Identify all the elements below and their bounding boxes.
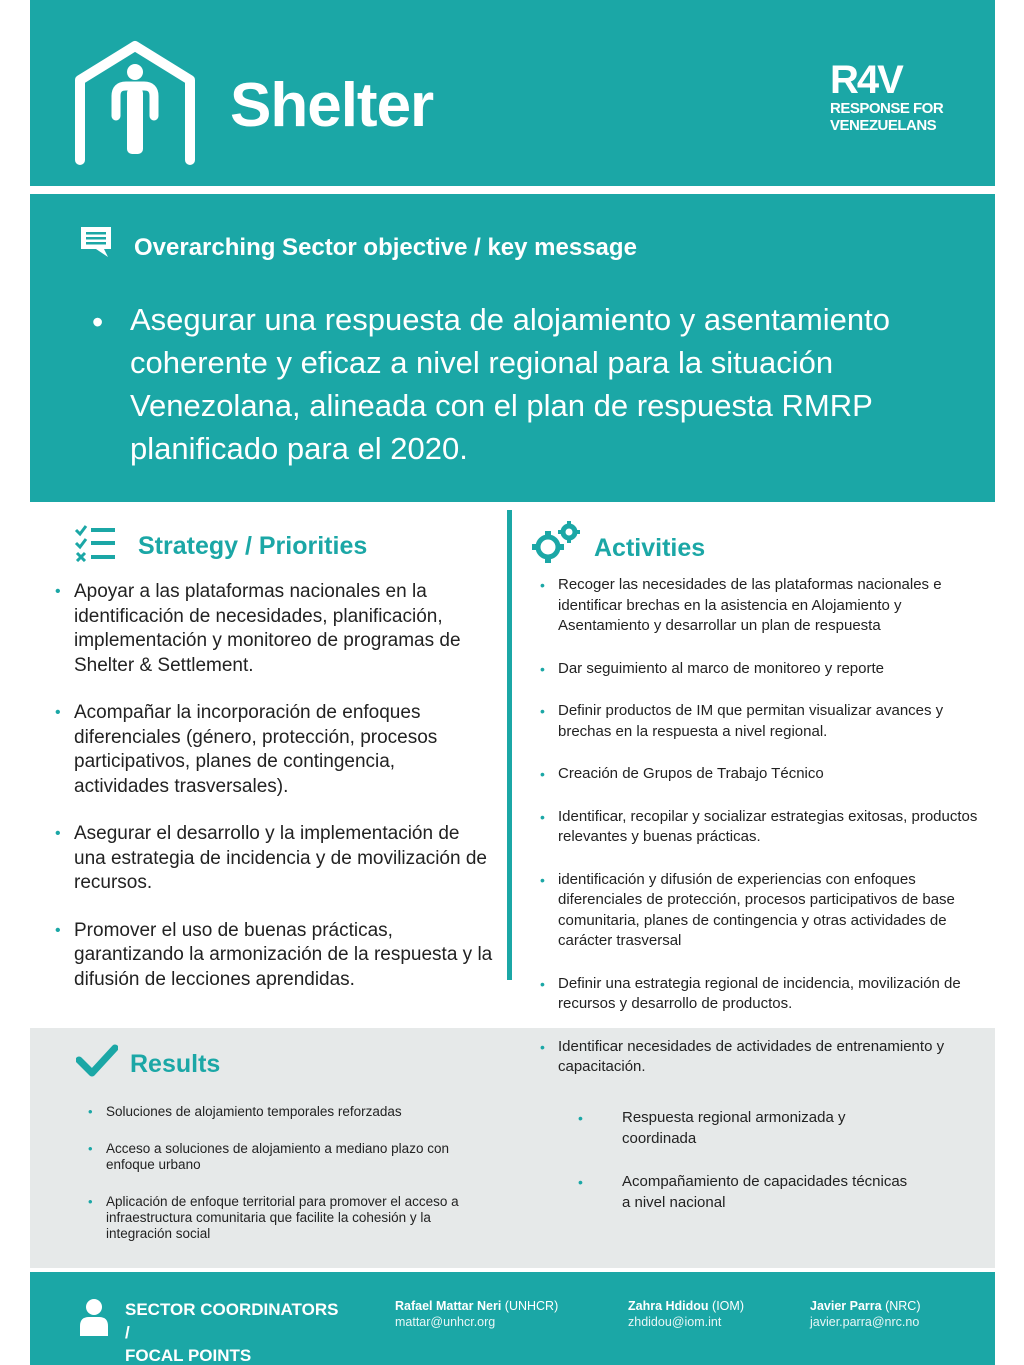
list-item: • Aplicación de enfoque territorial para promover el acceso a infraestructura comunitaria que facilite la cohesión y la integración social bbox=[88, 1194, 488, 1242]
speech-bubble-icon bbox=[78, 224, 114, 260]
person-icon bbox=[78, 1298, 110, 1336]
contact-card bbox=[810, 1298, 921, 1330]
objective-bullet: • bbox=[92, 304, 104, 340]
footer-coordinators bbox=[30, 1272, 995, 1365]
list-item: • Creación de Grupos de Trabajo Técnico bbox=[540, 764, 980, 785]
contact-email[interactable]: mattar@unhcr.org bbox=[395, 1315, 496, 1329]
list-item: • Identificar necesidades de actividades de entrenamiento y capacitación. bbox=[540, 1037, 980, 1078]
list-item: • Definir productos de IM que permitan visualizar avances y brechas en la respuesta a nivel regional. bbox=[540, 701, 980, 742]
coordinators-label bbox=[125, 1298, 385, 1365]
checkmark-icon bbox=[76, 1044, 118, 1078]
strategy-title: Strategy / Priorities bbox=[138, 532, 368, 560]
list-item: • Recoger las necesidades de las plataformas nacionales e identificar brechas en la asistencia en Alojamiento y Asentamiento y desarrollar un plan de respuesta bbox=[540, 575, 980, 637]
coordinators-label-line-2: / bbox=[125, 1323, 130, 1342]
list-item: • identificación y difusión de experiencias con enfoques diferenciales de protección, procesos participativos de base comunitaria, planes de contingencia y otras actividades de carácter trasversal bbox=[540, 870, 980, 952]
contact-org: (NRC) bbox=[885, 1299, 921, 1313]
header-banner bbox=[30, 0, 995, 186]
coordinators-label-line-3: FOCAL POINTS bbox=[125, 1346, 252, 1365]
list-item: • Definir una estrategia regional de incidencia, movilización de recursos y desarrollo de productos. bbox=[540, 974, 980, 1015]
contact-card bbox=[628, 1298, 744, 1330]
coordinators-label-line-1: SECTOR COORDINATORS bbox=[125, 1300, 339, 1319]
contact-email[interactable]: javier.parra@nrc.no bbox=[810, 1315, 920, 1329]
contact-name: Zahra Hdidou bbox=[628, 1299, 709, 1313]
strategy-list bbox=[55, 580, 495, 1015]
list-item: • Respuesta regional armonizada y coordinada bbox=[578, 1108, 918, 1149]
objective-panel bbox=[30, 194, 995, 502]
list-item: • Soluciones de alojamiento temporales reforzadas bbox=[88, 1104, 488, 1120]
logo-line-1: RESPONSE FOR bbox=[830, 100, 944, 117]
activities-list bbox=[540, 575, 980, 1100]
house-person-icon bbox=[70, 38, 200, 168]
results-list-right bbox=[578, 1108, 918, 1236]
checklist-icon bbox=[74, 524, 116, 562]
r4v-logo bbox=[830, 60, 950, 134]
contact-name: Javier Parra bbox=[810, 1299, 882, 1313]
contact-org: (UNHCR) bbox=[504, 1299, 559, 1313]
logo-line-2: VENEZUELANS bbox=[830, 117, 937, 134]
contact-email[interactable]: zhdidou@iom.int bbox=[628, 1315, 722, 1329]
contact-org: (IOM) bbox=[712, 1299, 744, 1313]
contact-name: Rafael Mattar Neri bbox=[395, 1299, 502, 1313]
objective-text: Asegurar una respuesta de alojamiento y asentamiento coherente y eficaz a nivel regional para la situación Venezolana, alineada con el plan de respuesta RMRP planificado para el 2020. bbox=[130, 302, 890, 466]
list-item: • Apoyar a las plataformas nacionales en la identificación de necesidades, planificación, implementación y monitoreo de programas de Shelter & Settlement. bbox=[55, 580, 495, 678]
list-item: • Dar seguimiento al marco de monitoreo y reporte bbox=[540, 659, 980, 680]
list-item: • Acceso a soluciones de alojamiento a mediano plazo con enfoque urbano bbox=[88, 1141, 488, 1173]
contact-card bbox=[395, 1298, 558, 1330]
column-divider bbox=[507, 510, 512, 980]
list-item: • Identificar, recopilar y socializar estrategias exitosas, productos relevantes y buenas prácticas. bbox=[540, 807, 980, 848]
logo-mark: R4V bbox=[830, 58, 902, 102]
page-title: Shelter bbox=[230, 71, 434, 140]
activities-title: Activities bbox=[594, 534, 706, 562]
results-list bbox=[88, 1104, 488, 1263]
list-item: • Asegurar el desarrollo y la implementación de una estrategia de incidencia y de movilización de recursos. bbox=[55, 822, 495, 896]
results-title: Results bbox=[130, 1050, 221, 1078]
list-item: • Promover el uso de buenas prácticas, garantizando la armonización de la respuesta y la difusión de lecciones aprendidas. bbox=[55, 919, 495, 993]
list-item: • Acompañar la incorporación de enfoques diferenciales (género, protección, procesos participativos, planes de contingencia, actividades trasversales). bbox=[55, 701, 495, 799]
objective-heading: Overarching Sector objective / key message bbox=[134, 234, 637, 261]
header-divider bbox=[30, 186, 995, 194]
gears-icon bbox=[528, 520, 582, 566]
list-item: • Acompañamiento de capacidades técnicas a nivel nacional bbox=[578, 1172, 918, 1213]
